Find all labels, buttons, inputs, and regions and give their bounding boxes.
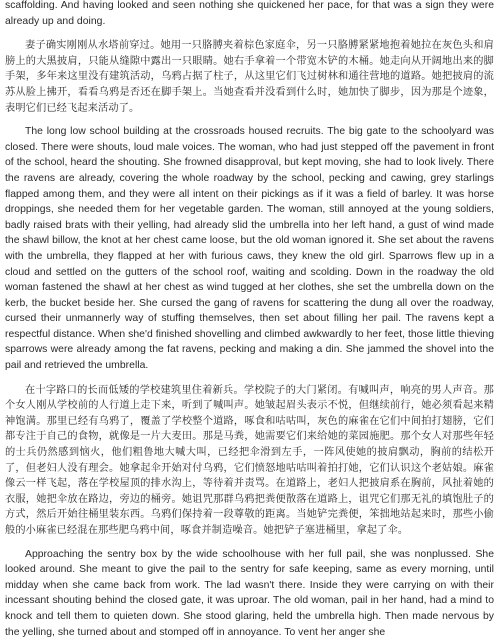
paragraph-english-1: scaffolding. And having looked and seen nothing she quickened her pace, for that was a sign they were already up and doing. bbox=[5, 0, 494, 27]
paragraph-english-3: Approaching the sentry box by the wide schoolhouse with her full pail, she was nonplussed. She looked around. She meant to give the pail to the sentry for safe keeping, same as every morning, until midday when she came back from work. The lad wasn't there. Inside they were carrying on with their incessant shouting behind the closed gate, it was uproar. The old woman, pail in her hand, had a mind to knock and tell them to quieten down. She stood glaring, held the umbrella high. Then made nervous by the yelling, she turned about and stomped off in annoyance. To vent her anger she bbox=[5, 548, 494, 638]
paragraph-chinese-2: 在十字路口的长而低矮的学校建筑里住着新兵。学校院子的大门紧闭。有喊叫声，响亮的男人声音。那个女人刚从学校前的人行道上走下来，听到了喊叫声。她皱起眉头表示不悦，但继续前行，她必须看起来精神饱满。那里已经有乌鸦了，覆盖了学校整个道路，啄食和咕咕叫，灰色的麻雀在它们中间拍打翅膀，它们都专注于自己的食物，就像是一片大麦田。那是马粪，她需要它们来给她的菜园施肥。那个女人对那些年轻的士兵仍然感到恼火，他们粗鲁地大喊大叫，已经把伞滑到左手，一阵风使她的披肩飘动，胸前的结松开了，但老妇人没有理会。她拿起伞开始对付乌鸦，它们愤怒地咕咕叫着拍打她，它们认识这个老姑娘。麻雀像云一样飞起，落在学校屋顶的排水沟上，等待着并责骂。在道路上，老妇人把披肩系在胸前，风扯着她的衣服，她把伞放在路边，旁边的桶旁。她诅咒那群乌鸦把粪便散落在道路上，诅咒它们那无礼的填饱肚子的方式，然后开始往桶里装东西。乌鸦们保持着一段尊敬的距离。当她铲完粪便，笨拙地站起来时，那些小偷般的小麻雀已经混在那些肥乌鸦中间，啄食并制造噪音。她把铲子塞进桶里，拿起了伞。 bbox=[5, 384, 494, 536]
paragraph-chinese-1: 妻子确实刚刚从水塔前穿过。她用一只胳膊夹着棕色家庭伞，另一只胳膊紧紧地抱着她拉在灰色头和肩膀上的大黑披肩，只能从缝隙中露出一只眼睛。她右手拿着一个带宽木铲的木桶。她走向从开阔地出来的脚手架，多年来这里没有建筑活动，乌鸦占据了柱子，从这里它们飞过树林和通往营地的道路。她把披肩的流苏从脸上拂开，看看乌鸦是否还在脚手架上。当她查看并没看到什么时，她加快了脚步，因为那是个迹象，表明它们已经飞起来活动了。 bbox=[5, 40, 494, 114]
paragraph-english-2: The long low school building at the crossroads housed recruits. The big gate to the schoolyard was closed. There were shouts, loud male voices. The woman, who had just stepped off the pavement in front of the school, heard the shouting. She frowned disapproval, but kept moving, she had to look lively. There the ravens are already, covering the whole roadway by the school, pecking and cawing, grey starlings flapped among them, and they were all intent on their pickings as if it was a field of barley. It was horse droppings, she needed them for her vegetable garden. The woman, still annoyed at the young soldiers, badly raised brats with their yelling, had already slid the umbrella into her left hand, a gust of wind made the shawl billow, the knot at her chest came loose, but the old woman ignored it. She set about the ravens with the umbrella, they flapped at her with furious caws, they knew the old girl. Sparrows flew up in a cloud and settled on the gutters of the school roof, waiting and scolding. Down in the roadway the old woman fastened the shawl at her chest as wind tugged at her clothes, she set the umbrella down on the kerb, the bucket beside her. She cursed the gang of ravens for scattering the dung all over the roadway, cursed their unmannerly way of stuffing themselves, then set about filling her pail. The ravens kept a respectful distance. When she'd finished shovelling and climbed awkwardly to her feet, those little thieving sparrows were already among the fat ravens, pecking and making a din. She jammed the shovel into the pail and retrieved the umbrella. bbox=[5, 126, 494, 372]
